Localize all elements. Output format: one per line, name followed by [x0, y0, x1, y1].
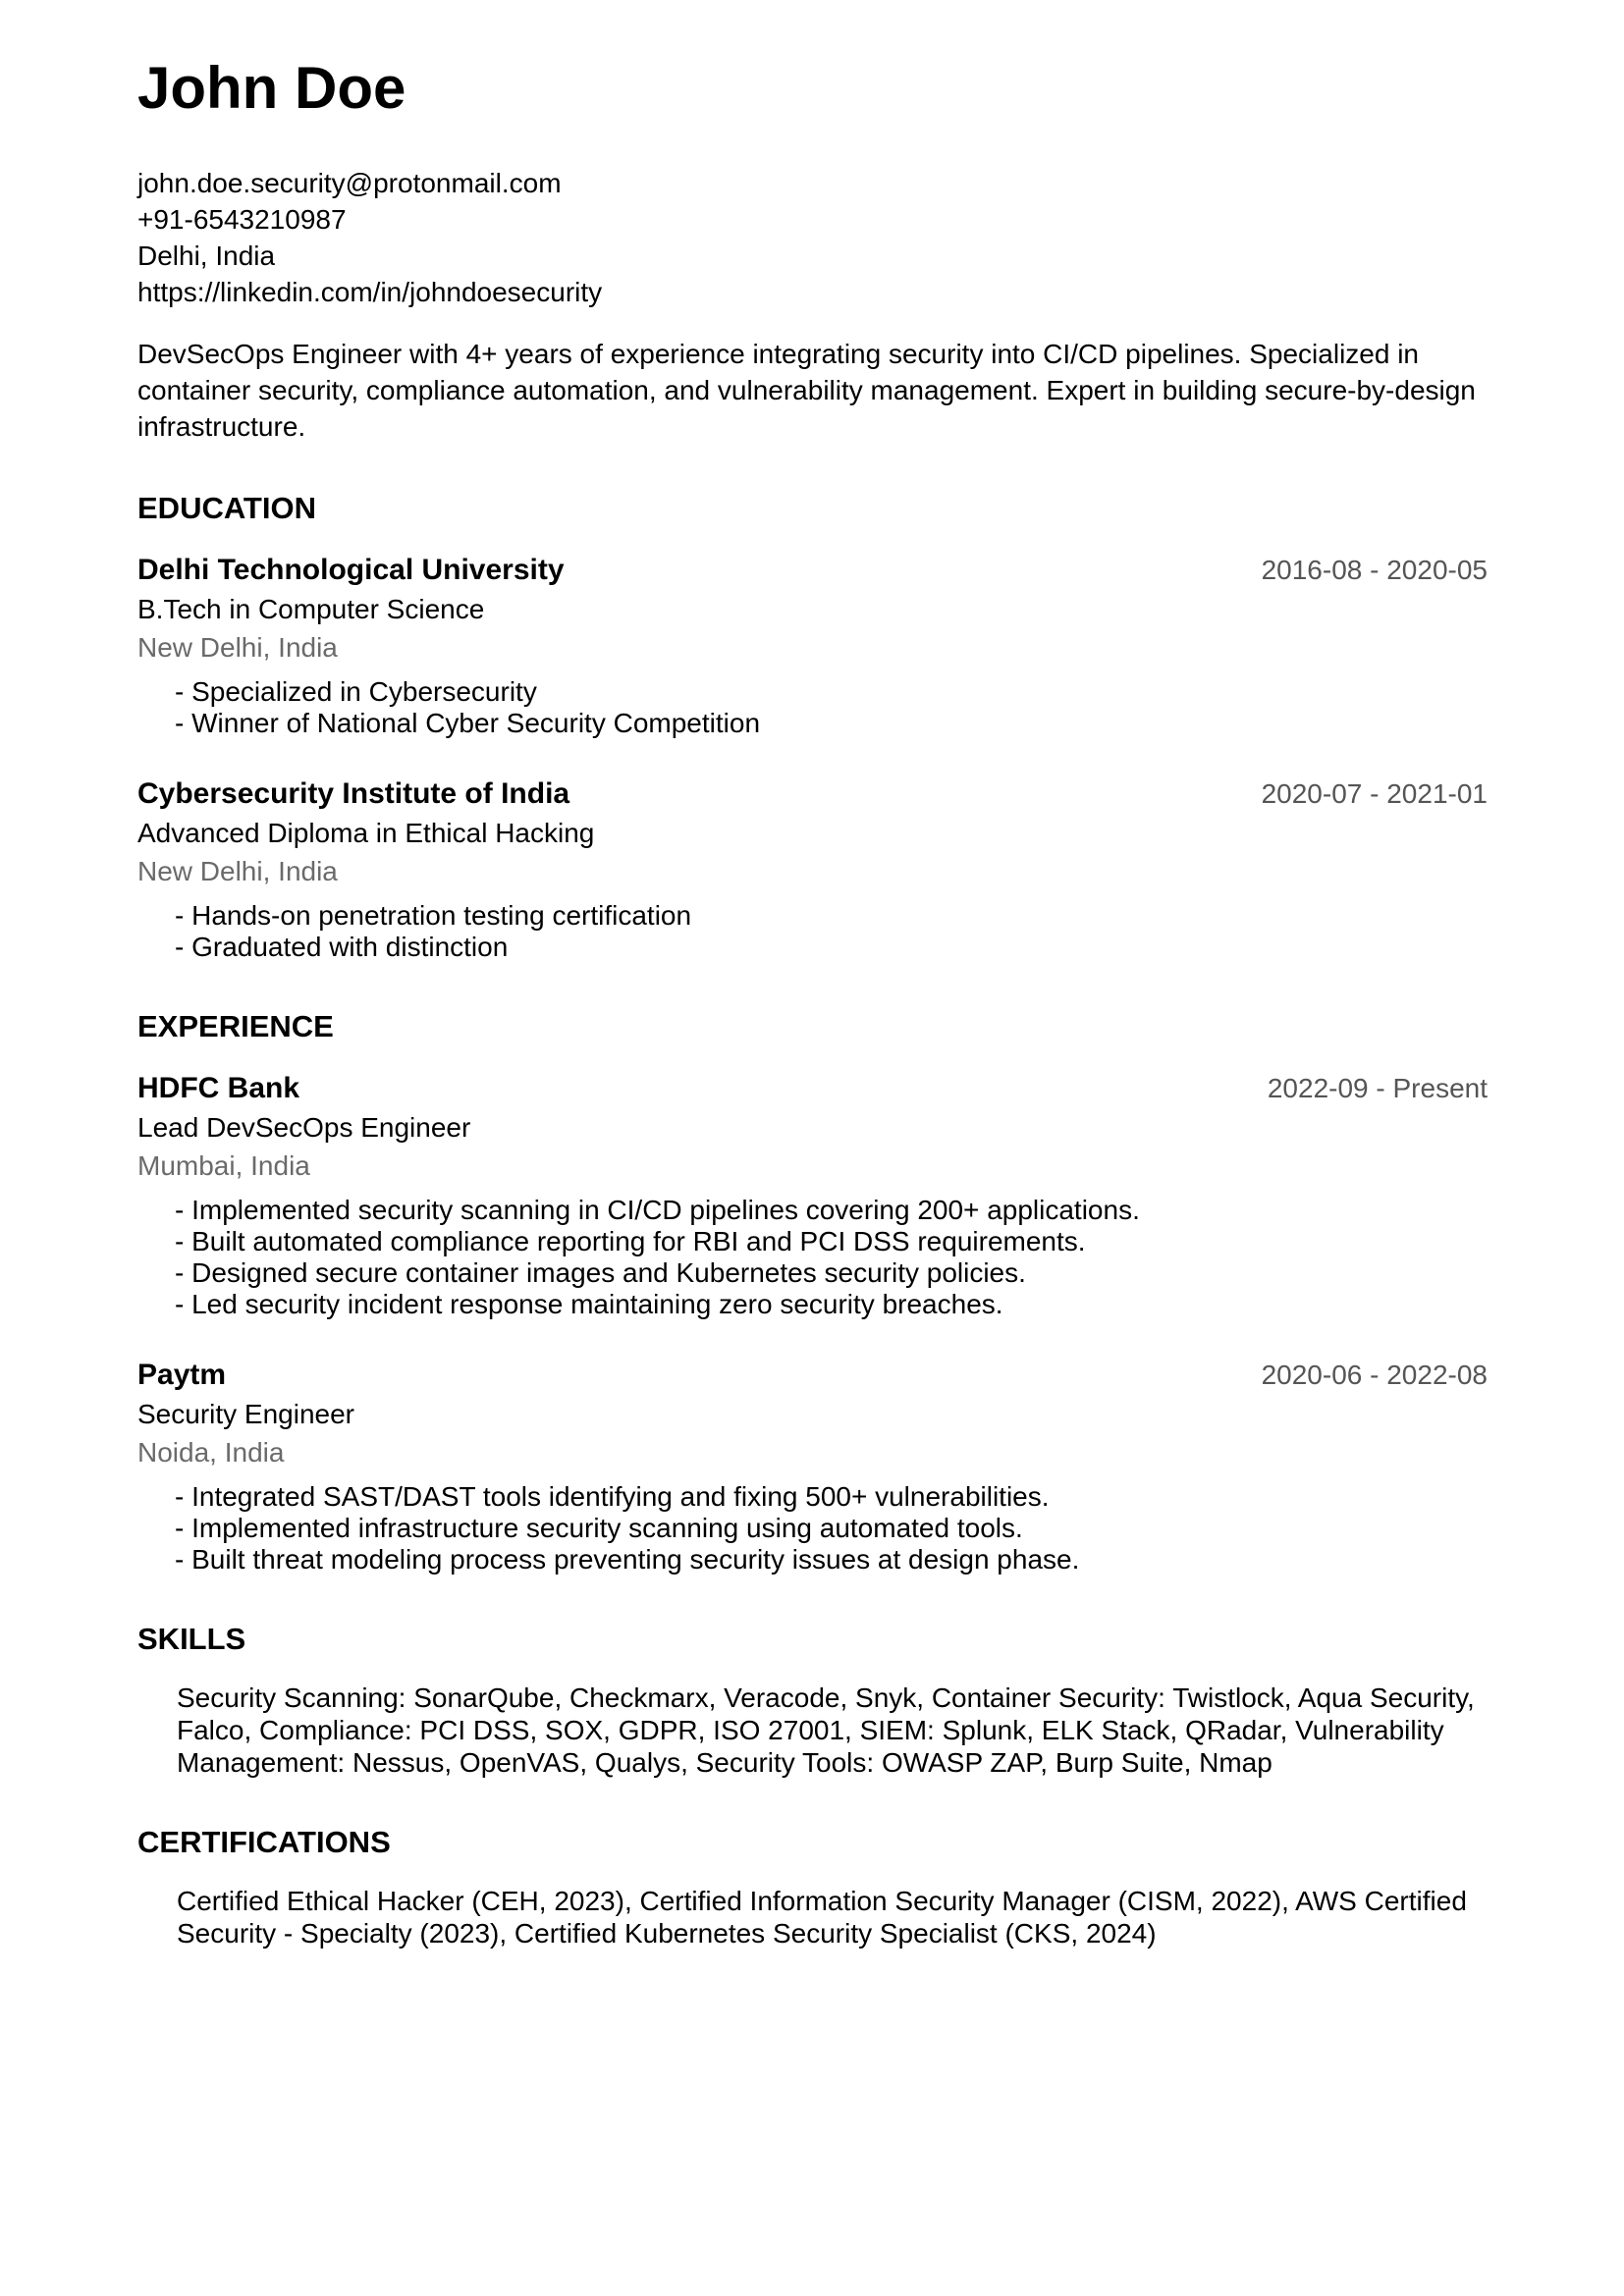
bullet-item: - Designed secure container images and Kubernetes security policies.: [175, 1257, 1026, 1288]
experience-entry-1: [137, 1069, 1488, 1320]
contact-phone: +91-6543210987: [137, 204, 347, 235]
contact-email: john.doe.security@protonmail.com: [137, 168, 562, 198]
bullet-item: - Built automated compliance reporting for RBI and PCI DSS requirements.: [175, 1226, 1086, 1256]
bullet-item: - Specialized in Cybersecurity: [175, 676, 537, 707]
job-title: Security Engineer: [137, 1399, 355, 1429]
certifications-text: Certified Ethical Hacker (CEH, 2023), Certified Information Security Manager (CISM, 2022), AWS Certified Security - Specialty (2023), Certified Kubernetes Security Specialist (CKS, 2024): [177, 1886, 1467, 1949]
entry-header: [137, 1069, 1488, 1108]
bullet-item: - Integrated SAST/DAST tools identifying and fixing 500+ vulnerabilities.: [175, 1481, 1050, 1512]
institution-name: Cybersecurity Institute of India: [137, 777, 570, 810]
entry-dates: 2022-09 - Present: [1267, 1073, 1488, 1103]
bullet-item: - Winner of National Cyber Security Competition: [175, 708, 761, 738]
company-name: HDFC Bank: [137, 1072, 300, 1104]
bullet-item: - Built threat modeling process preventing security issues at design phase.: [175, 1544, 1080, 1575]
bullet-item: - Graduated with distinction: [175, 932, 509, 962]
entry-dates: 2020-06 - 2022-08: [1261, 1360, 1488, 1390]
bullet-item: - Implemented security scanning in CI/CD pipelines covering 200+ applications.: [175, 1195, 1140, 1225]
contact-block: [137, 165, 1488, 310]
candidate-name: John Doe: [137, 55, 406, 121]
degree-name: Advanced Diploma in Ethical Hacking: [137, 818, 595, 848]
contact-location: Delhi, India: [137, 240, 276, 271]
education-entry-1: [137, 551, 1488, 739]
entry-bullets: [137, 1481, 1488, 1575]
entry-header: [137, 774, 1488, 814]
entry-dates: 2016-08 - 2020-05: [1261, 555, 1488, 585]
entry-bullets: [137, 676, 1488, 739]
education-section: [137, 551, 1488, 963]
entry-dates: 2020-07 - 2021-01: [1261, 778, 1488, 809]
bullet-item: - Implemented infrastructure security scanning using automated tools.: [175, 1513, 1023, 1543]
experience-entry-2: [137, 1356, 1488, 1575]
entry-header: [137, 1356, 1488, 1395]
degree-name: B.Tech in Computer Science: [137, 594, 485, 624]
education-entry-2: [137, 774, 1488, 963]
entry-bullets: [137, 1195, 1488, 1320]
skills-text: Security Scanning: SonarQube, Checkmarx, Veracode, Snyk, Container Security: Twistlock, Aqua Security, Falco, Compliance: PCI DSS, SOX, GDPR, ISO 27001, SIEM: Splunk, ELK Stack, QRadar, Vulnerability Management: Nessus, OpenVAS, Qualys, Security Tools: OWASP ZAP, Burp Suite, Nmap: [177, 1682, 1475, 1778]
section-title-certifications: CERTIFICATIONS: [137, 1825, 391, 1859]
entry-location: Mumbai, India: [137, 1150, 310, 1181]
company-name: Paytm: [137, 1359, 227, 1391]
contact-linkedin-url: https://linkedin.com/in/johndoesecurity: [137, 277, 603, 307]
professional-summary: DevSecOps Engineer with 4+ years of experience integrating security into CI/CD pipelines. Specialized in container security, compliance automation, and vulnerability management. Expert in building secure-by-design infrastructure.: [137, 339, 1476, 442]
institution-name: Delhi Technological University: [137, 554, 565, 586]
section-title-experience: EXPERIENCE: [137, 1009, 334, 1043]
section-title-skills: SKILLS: [137, 1622, 246, 1656]
entry-location: Noida, India: [137, 1437, 285, 1468]
bullet-item: - Led security incident response maintaining zero security breaches.: [175, 1289, 1003, 1319]
bullet-item: - Hands-on penetration testing certification: [175, 900, 692, 931]
entry-location: New Delhi, India: [137, 632, 338, 663]
section-title-education: EDUCATION: [137, 491, 316, 525]
entry-header: [137, 551, 1488, 590]
entry-location: New Delhi, India: [137, 856, 338, 886]
entry-bullets: [137, 900, 1488, 963]
experience-section: [137, 1069, 1488, 1575]
job-title: Lead DevSecOps Engineer: [137, 1112, 471, 1143]
